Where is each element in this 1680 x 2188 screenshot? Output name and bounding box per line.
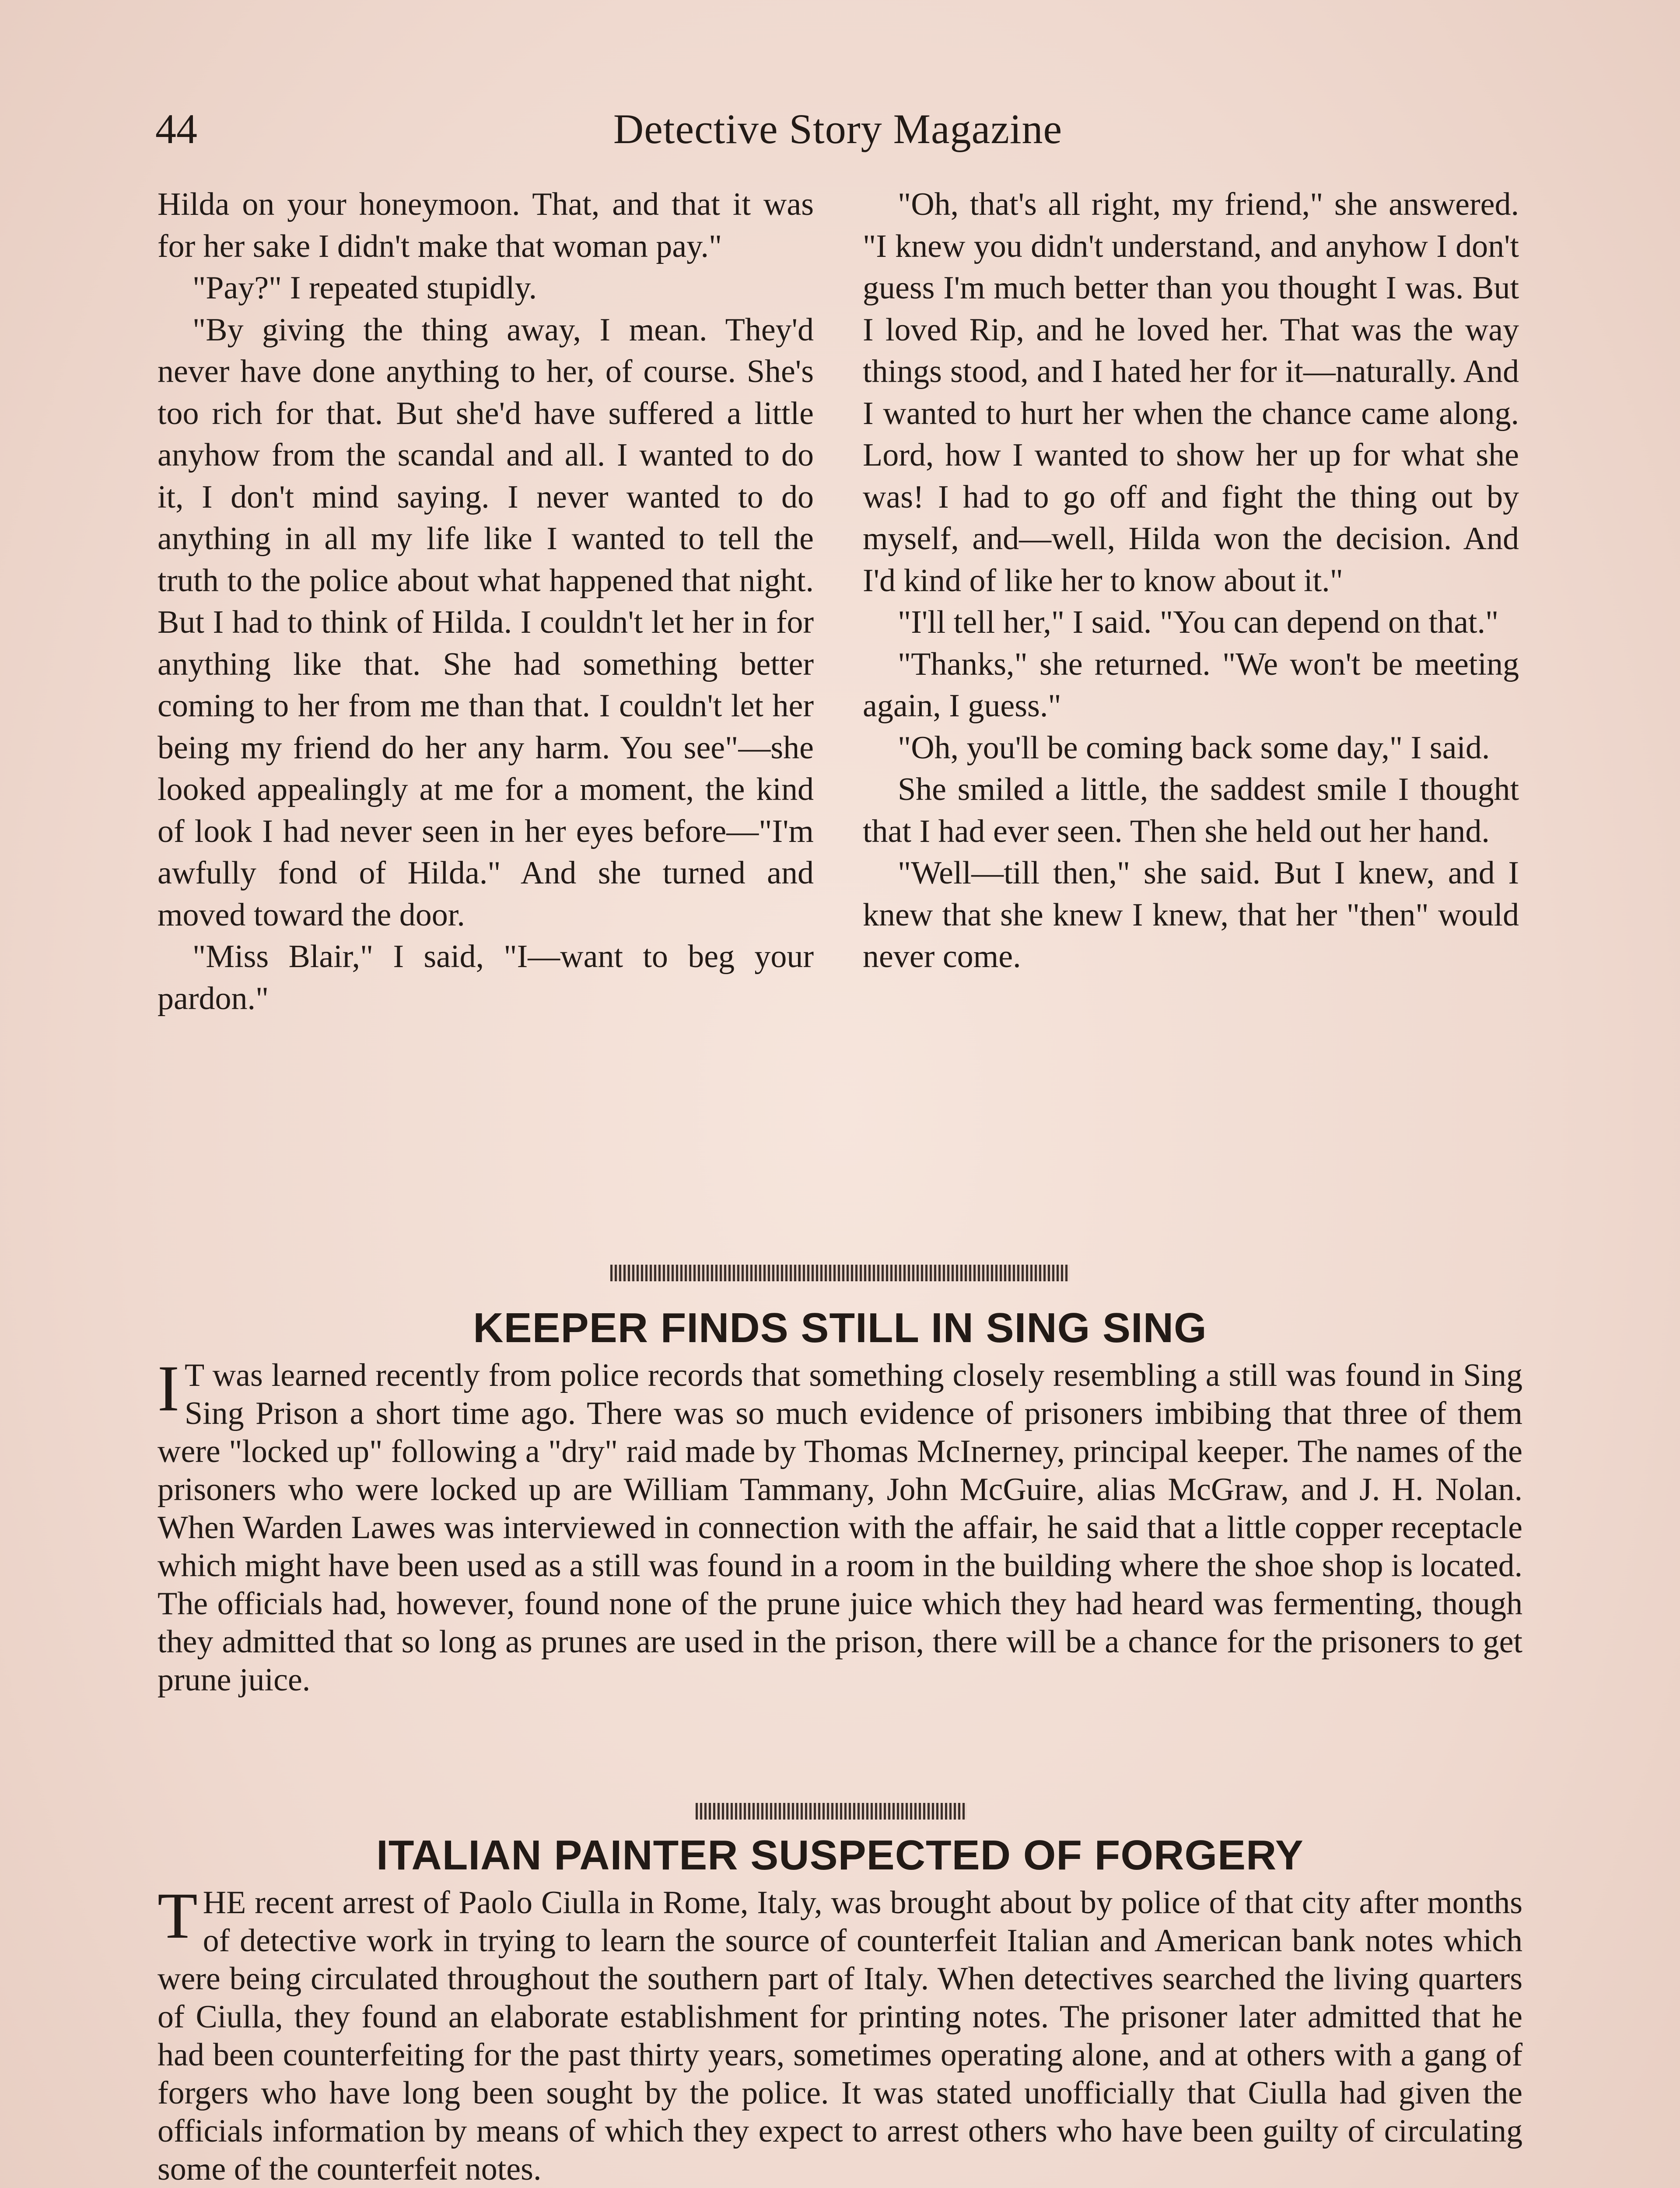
article-text: T was learned recently from police records that something closely resembling a still was found in Sing Sing Prison a short time ago. There was so much evidence of prisoners imbibing that three of them were "locked up" following a "dry" raid made by Thomas McInerney, principal keeper. The names of the prisoners who were locked up are William Tammany, John McGuire, alias McGraw, and J. H. Nolan. When Warden Lawes was interviewed in connection with the affair, he said that a little copper receptacle which might have been used as a still was found in a room in the building where the shoe shop is located. The officials had, however, found none of the prune juice which they had heard was fermenting, though they admitted that so long as prunes are used in the prison, there will be a chance for the prisoners to get prune juice. — [158, 1357, 1522, 1698]
paragraph: She smiled a little, the saddest smile I thought that I had ever seen. Then she held out her hand. — [863, 771, 1519, 849]
paragraph: "Pay?" I repeated stupidly. — [192, 270, 537, 306]
article-body — [158, 1352, 1522, 1699]
article-italian-painter — [158, 1827, 1522, 2188]
paragraph: "Oh, that's all right, my friend," she answered. "I knew you didn't understand, and anyhow I don't guess I'm much better than you thought I was. But I loved Rip, and he loved her. That was the way things stood, and I hated her for it—naturally. And I wanted to hurt her when the chance came along. Lord, how I wanted to show her up for what she was! I had to go off and fight the thing out by myself, and—well, Hilda won the decision. And I'd kind of like her to know about it." — [863, 186, 1519, 599]
paragraph: "Miss Blair," I said, "I—want to beg your pardon." — [158, 939, 814, 1017]
story-columns — [158, 184, 1522, 1247]
paragraph: Hilda on your honeymoon. That, and that it was for her sake I didn't make that woman pay." — [158, 186, 814, 264]
page-header — [155, 98, 1520, 168]
paragraph: "Well—till then," she said. But I knew, and I knew that she knew I knew, that her "then" would never come. — [863, 855, 1519, 975]
page-number: 44 — [155, 105, 197, 152]
paragraph: "By giving the thing away, I mean. They'd never have done anything to her, of course. She's too rich for that. But she'd have suffered a little anyhow from the scandal and all. I wanted to do it, I don't mind saying. I never wanted to do anything in all my life like I wanted to tell the truth to the police about what happened that night. But I had to think of Hilda. I couldn't let her in for anything like that. She had something better coming to her from me than that. I couldn't let her being my friend do her any harm. You see"—she looked appealingly at me for a moment, the kind of look I had never seen in her eyes before—"I'm awfully fond of Hilda." And she turned and moved toward the door. — [158, 312, 814, 933]
paragraph: "Oh, you'll be coming back some day," I said. — [898, 729, 1490, 766]
paragraph: "I'll tell her," I said. "You can depend on that." — [898, 604, 1499, 640]
section-divider — [610, 1265, 1070, 1281]
article-keeper-finds-still — [158, 1300, 1522, 1699]
drop-cap: I — [158, 1352, 179, 1425]
right-column — [863, 184, 1519, 978]
section-divider — [696, 1803, 967, 1820]
left-column — [158, 184, 814, 1020]
article-headline: KEEPER FINDS STILL IN SING SING — [473, 1304, 1207, 1351]
paragraph: "Thanks," she returned. "We won't be meeting again, I guess." — [863, 646, 1519, 724]
article-body — [158, 1879, 1522, 2188]
article-text: HE recent arrest of Paolo Ciulla in Rome, Italy, was brought about by police of that city after months of detective work in trying to learn the source of counterfeit Italian and American bank notes which were being circulated throughout the southern part of Italy. When detectives searched the living quarters of Ciulla, they found an elaborate establishment for printing notes. The prisoner later admitted that he had been counterfeiting for the past thirty years, sometimes operating alone, and at others with a gang of forgers who have long been sought by the police. It was stated unofficially that Ciulla had given the officials information by means of which they expect to arrest others who have been guilty of circulating some of the counterfeit notes. — [158, 1885, 1522, 2187]
drop-cap: T — [158, 1879, 198, 1952]
running-title: Detective Story Magazine — [613, 105, 1063, 152]
article-headline: ITALIAN PAINTER SUSPECTED OF FORGERY — [376, 1832, 1304, 1879]
